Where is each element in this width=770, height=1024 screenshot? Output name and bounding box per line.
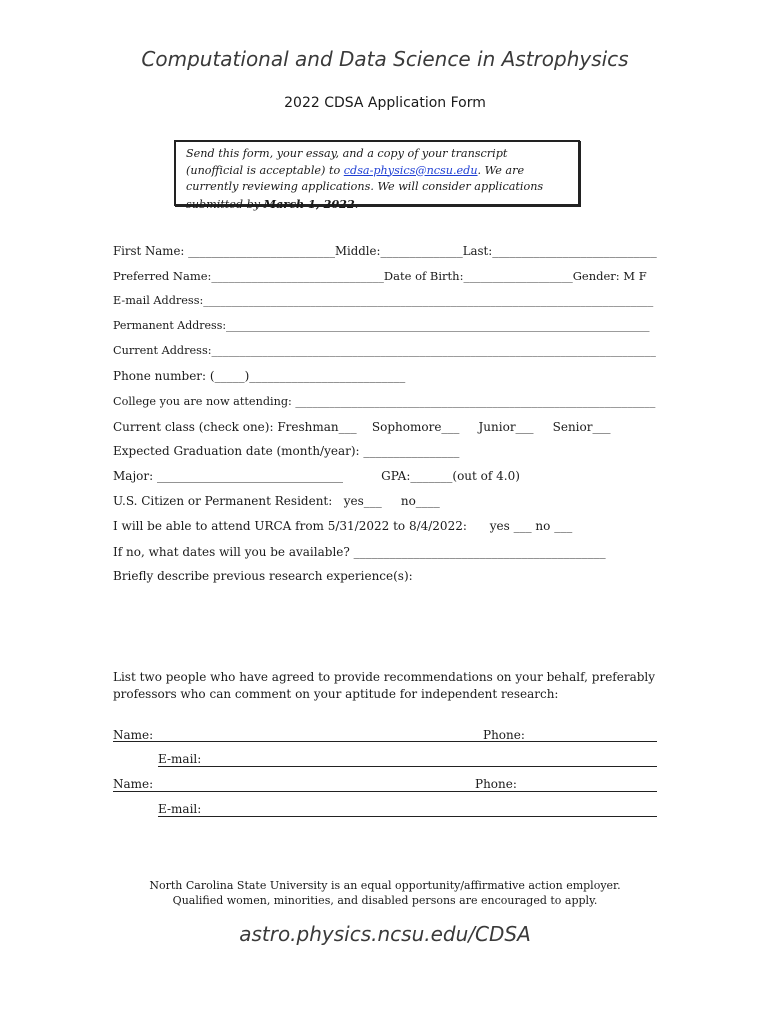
form-subtitle: 2022 CDSA Application Form (284, 95, 486, 111)
major-gpa-fields[interactable]: Major: _______________________________ GPA:_______(out of 4.0) (113, 469, 520, 483)
contact-email-link[interactable]: cdsa-physics@ncsu.edu (343, 163, 478, 177)
form-title: Computational and Data Science in Astrophysics (141, 47, 629, 71)
recommender-2-email-line[interactable] (158, 816, 657, 817)
eeo-footer (0, 878, 770, 908)
notice-text-2: . We are currently reviewing applications. We will consider applications submitted by (186, 163, 544, 211)
recommender-1-email-label: E-mail: (158, 752, 202, 766)
eeo-statement-line-1: North Carolina State University is an equal opportunity/affirmative action employer. (149, 879, 621, 892)
preferred-name-dob-gender-fields[interactable]: Preferred Name:______________________________Date of Birth:___________________Gender: M F (113, 269, 647, 283)
name-fields[interactable]: First Name: _________________________Middle:______________Last:____________________________ (113, 244, 657, 258)
current-class-checkboxes[interactable]: Current class (check one): Freshman___ Sophomore___ Junior___ Senior___ (113, 420, 611, 434)
deadline-date: March 1, 2022 (263, 196, 355, 211)
recommender-2-phone-label: Phone: (475, 777, 517, 791)
permanent-address-field[interactable]: Permanent Address:_____________________________________________________________________________ (113, 319, 650, 332)
email-address-field[interactable]: E-mail Address:________________________________________________________________________________ (113, 294, 654, 307)
graduation-date-field[interactable]: Expected Graduation date (month/year): ________________ (113, 444, 460, 458)
program-url: astro.physics.ncsu.edu/CDSA (239, 922, 531, 946)
recommender-2-name-label: Name: (113, 777, 154, 791)
recommendations-instructions: List two people who have agreed to provide recommendations on your behalf, preferably professors who can comment on your aptitude for independent research: (113, 670, 656, 701)
recommender-2-name-line[interactable] (113, 791, 657, 792)
notice-text-3: . (354, 197, 359, 211)
current-address-field[interactable]: Current Address:_______________________________________________________________________________ (113, 344, 656, 357)
phone-number-field[interactable]: Phone number: (_____)__________________________ (113, 369, 406, 383)
availability-dates-field[interactable]: If no, what dates will you be available? __________________________________________ (113, 545, 606, 559)
research-experience-prompt: Briefly describe previous research experience(s): (113, 569, 413, 583)
notice-text-1: Send this form, your essay, and a copy of your transcript (unofficial is acceptable) to (186, 147, 508, 177)
urca-attendance-field[interactable]: I will be able to attend URCA from 5/31/2022 to 8/4/2022: yes ___ no ___ (113, 519, 573, 533)
recommender-1-name-label: Name: (113, 728, 154, 742)
eeo-statement-line-2: Qualified women, minorities, and disabled persons are encouraged to apply. (172, 894, 598, 907)
college-field[interactable]: College you are now attending: ________________________________________________________________ (113, 395, 656, 408)
recommender-2-email-label: E-mail: (158, 802, 202, 816)
recommender-1-name-line[interactable] (113, 741, 657, 742)
submission-notice-box (174, 140, 580, 211)
recommender-1-email-line[interactable] (158, 766, 657, 767)
citizenship-field[interactable]: U.S. Citizen or Permanent Resident: yes___ no____ (113, 494, 440, 508)
recommender-1-phone-label: Phone: (483, 728, 525, 742)
